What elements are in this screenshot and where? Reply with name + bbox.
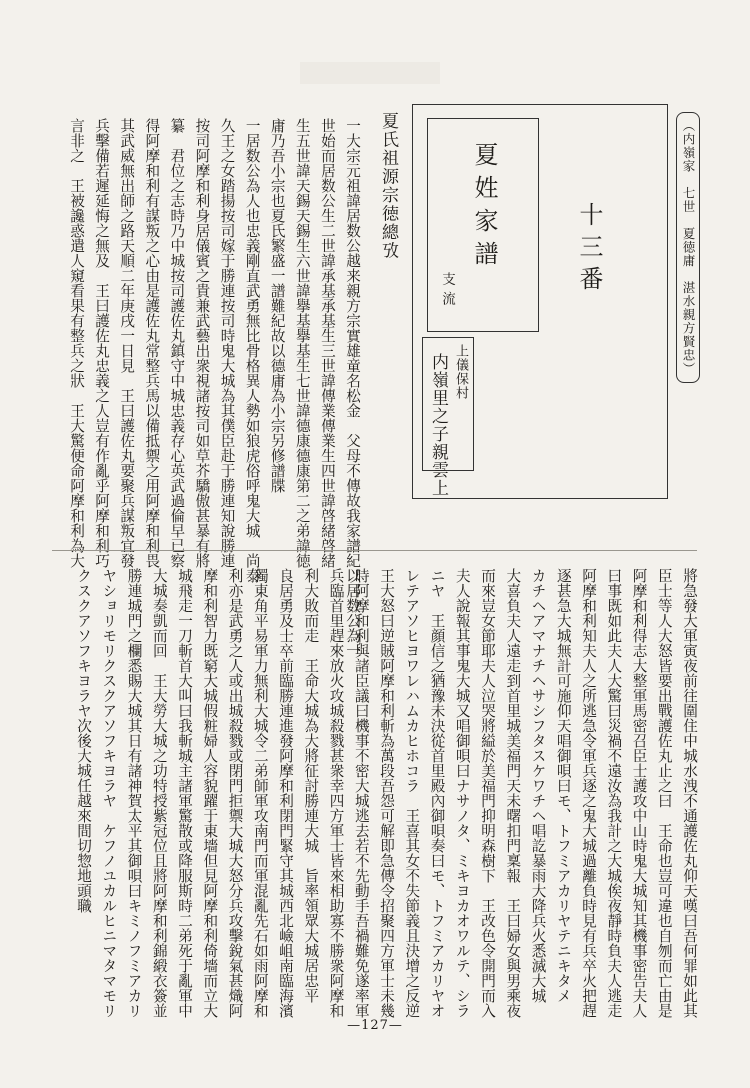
text-column: 臣士等人大怒皆要出戰護佐丸止之曰 王命也豈可違也自刎而亡由是 [655,568,673,1018]
running-head: （内嶺家 七世 夏徳庸 湛水親方賢忠） [676,112,700,383]
text-column: 良居勇及士卒前臨勝連進發阿摩和利閉門緊守其城西北嶮岨南臨海濱 [277,568,294,1018]
text-column: 大喜負夫人遠走到首里城美福門天未曙扣門稟報 王曰婦女與男乘夜 [504,568,522,1018]
text-column: 一居数公為人也忠義剛直武勇無比骨格異人勢如狼虎俗呼鬼大城 尚泰 [243,118,261,583]
text-column: ニヤ 王顔信之猶豫未決從首里殿內御唄奏曰モ、トフミアカリヤオ [428,568,446,1018]
text-column: 曰事既如此夫人大驚曰災禍不遠汝為我計之大城俟夜靜時負夫人逃走 [605,568,623,1018]
text-column: クスクアソフキヨラヤ次後大城任越來間切惣地頭職 [75,568,92,913]
text-column: 世始而居数公生二世諱承基承基生三世諱傳業傳業生四世諱啓緒啓緒 [318,118,336,568]
text-column: 時阿摩和利與諸臣議曰機事不密大城逃去若不先動手吾禍難免遂率軍 [352,568,370,1018]
text-column: 城飛走一刀斬首大叫曰我斬城主諸軍驚散或降服斯時二弟死于亂軍中 [176,568,193,1018]
text-column: 言非之 王被讒惑遣人窺看果有整兵之狀 王大驚便命阿摩和利為大 [68,118,85,568]
text-column: 生五世諱天錫天錫生六世諱擧基擧基生七世諱德康德康第二之弟諱徳 [293,118,311,568]
text-column: 勝連城門之欄悉賜大城其日有諸神賀太平其御唄曰キミノフミアカリ [125,568,143,1018]
clan-title: 夏姓家譜 [470,142,498,274]
text-column: 兵臨首里趕來放火攻城殺戮甚衆幸四方軍士皆來相助寡不勝衆阿摩和 [327,568,345,1018]
text-column: 兵擊備若遲延悔之無及 王曰護佐丸忠義之人豈有作亂乎阿摩和利巧 [93,118,111,568]
text-column: 而來豈女節耶夫人泣哭將縊於美福門抑明森樹下 王改色令開門而入 [479,568,496,1018]
half-divider [52,550,697,551]
text-column: 王大怒曰逆賊阿摩和利斬為萬段吾怨可解即急傳令招聚四方軍士未幾 [378,568,395,1018]
page-number: —127— [347,1018,403,1033]
text-column: 其武威無出師之路天順二年庚戌一日見 王曰護佐丸要聚兵謀叛宜發 [118,118,136,568]
text-column: 利大敗而走 王命大城為大將征討勝連大城 旨率領眾大城居忠平 [302,568,320,1003]
text-column: 阿摩和利知夫人之所逃急令軍兵逐之鬼大城過離負時見有兵卒火把趕 [580,568,597,1018]
text-column: 利亦是武勇之人或出城殺戮或閉門拒禦大城大怒分兵攻擊銳氣甚熾阿 [226,568,244,1018]
text-column: 逐甚急大城無計可施仰天唱御唄曰モ、トフミアカリヤテニキタメ [554,568,572,1003]
text-column: 阿摩和利得志大整軍馬密召臣士護攻中山時鬼大城知其機事密告夫人 [630,568,648,1018]
text-column: 將急發大軍寅夜前往圍住中城水洩不通護佐丸仰天嘆曰吾何罪如此其 [681,568,698,1018]
origin-rank: 内嶺里之子親雲上 [428,353,448,497]
text-column: 夫人說報其事鬼大城又唱御唄曰ナサノタ、ミキヨカオワルテ、シラ [453,568,471,1018]
origin-village: 上儀保村 [453,344,468,400]
text-column: カチヘアマナチヘサシフタスケワチヘ唱訖暴雨大降兵火悉滅大城 [529,568,547,1003]
text-column: 獨東角平易軍力無利大城令二弟師軍攻南門而軍混亂先石如雨阿摩和 [251,568,269,1018]
text-column: 按司阿摩和利身居儀賓之貴兼武藝出衆視諸按司如草芥驕傲甚暴有將 [193,118,211,568]
section-heading: 夏氏祖源宗徳總攷 [378,112,398,260]
text-column: レテアソヒヨワレハムカヒホコラ 王喜其女不失節義且決增之反逆 [403,568,421,1018]
text-column: 一大宗元祖諱居数公越来親方宗實雄童名松金 父母不傳故我家譜紀以居数公為一 [344,118,361,658]
text-column: 庸乃吾小宗也夏氏繁盛一譜難紀故以德庸為小宗另修譜牒 [268,118,286,493]
text-column: 得阿摩和利有謀叛之心由是護佐丸常整兵馬以備抵禦之用阿摩和利畏 [143,118,161,568]
text-column: 久王之女踏揚按司嫁于勝連按司時鬼大城為其僕臣赴于勝連知說勝連 [218,118,236,568]
bleed-through-mark [300,62,440,84]
text-column: ヤショリモリクスクアソフキヨラヤ ケフノユカルヒニマタマモリ [100,568,118,1018]
clan-branch: 支流 [439,272,455,311]
text-column: 大城奏凱而回 王大勞大城之功特授紫冠位且將阿摩和利錦緞衣簽並 [150,568,168,1018]
text-column: 摩和利智力既窮大城假粧婦人容貌躍于東墻但見阿摩和利倚墻而立大 [201,568,219,1018]
volume-number: 十三番 [575,202,603,298]
text-column: 纂 君位之志時乃中城按司護佐丸鎮守中城忠義存心英武過倫早已察 [168,118,186,568]
